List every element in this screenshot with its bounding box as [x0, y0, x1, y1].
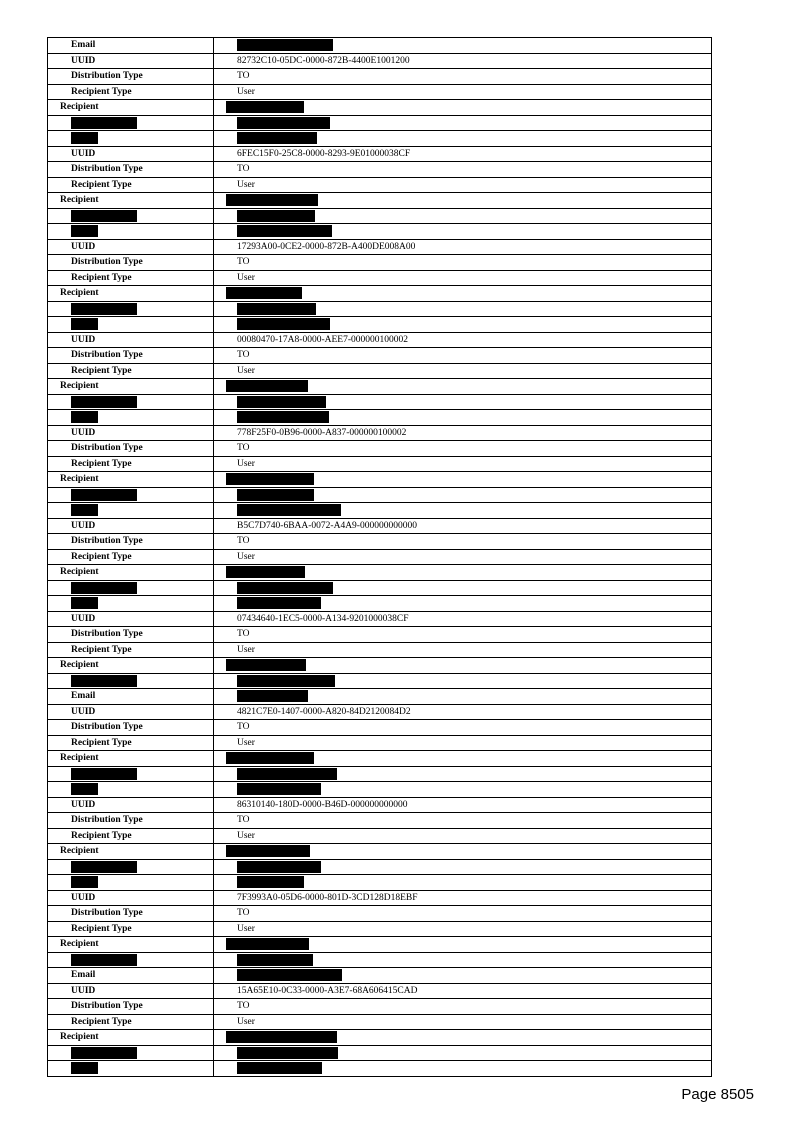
table-row [48, 115, 712, 131]
table-row [48, 673, 712, 689]
table-row [48, 658, 712, 674]
table-row [48, 332, 712, 348]
redacted-value-cell [214, 379, 712, 395]
redacted-label-cell [48, 952, 214, 968]
field-label: Recipient Type [48, 270, 214, 286]
field-label: UUID [48, 332, 214, 348]
field-value: TO [214, 69, 712, 85]
redacted-value-cell [214, 131, 712, 147]
redaction-bar [71, 489, 137, 501]
table-row [48, 782, 712, 798]
redaction-bar [237, 675, 335, 687]
table-row [48, 627, 712, 643]
table-row [48, 286, 712, 302]
field-label: UUID [48, 890, 214, 906]
table-row [48, 549, 712, 565]
redaction-bar [237, 117, 330, 129]
redacted-value-cell [214, 596, 712, 612]
field-label: Recipient Type [48, 735, 214, 751]
field-value: TO [214, 720, 712, 736]
field-label: UUID [48, 704, 214, 720]
redaction-bar [237, 768, 337, 780]
field-label: Distribution Type [48, 441, 214, 457]
redacted-value-cell [214, 968, 712, 984]
table-row [48, 239, 712, 255]
table-row [48, 208, 712, 224]
redacted-value-cell [214, 1030, 712, 1046]
document-table [47, 37, 712, 1077]
field-label: Recipient Type [48, 177, 214, 193]
redacted-label-cell [48, 1045, 214, 1061]
field-label: Distribution Type [48, 813, 214, 829]
redaction-bar [237, 132, 317, 144]
redaction-bar [71, 783, 98, 795]
redaction-bar [226, 1031, 337, 1043]
table-row [48, 689, 712, 705]
redaction-bar [237, 597, 321, 609]
recipient-header-label: Recipient [48, 286, 214, 302]
redaction-bar [237, 954, 313, 966]
redaction-bar [71, 318, 98, 330]
table-row [48, 766, 712, 782]
redacted-value-cell [214, 782, 712, 798]
recipient-header-label: Recipient [48, 193, 214, 209]
field-label: Distribution Type [48, 348, 214, 364]
table-row [48, 565, 712, 581]
document-table-body [48, 38, 712, 1077]
redaction-bar [226, 194, 318, 206]
field-label: Distribution Type [48, 999, 214, 1015]
recipient-header-label: Recipient [48, 658, 214, 674]
redacted-value-cell [214, 689, 712, 705]
redacted-value-cell [214, 487, 712, 503]
redaction-bar [237, 1047, 338, 1059]
table-row [48, 735, 712, 751]
redaction-bar [237, 489, 314, 501]
recipient-header-label: Recipient [48, 937, 214, 953]
redacted-label-cell [48, 317, 214, 333]
field-label: UUID [48, 797, 214, 813]
redacted-label-cell [48, 580, 214, 596]
table-row [48, 983, 712, 999]
field-label: Email [48, 38, 214, 54]
field-label: Distribution Type [48, 162, 214, 178]
redacted-label-cell [48, 782, 214, 798]
redaction-bar [71, 876, 98, 888]
table-row [48, 69, 712, 85]
table-row [48, 797, 712, 813]
table-row [48, 84, 712, 100]
recipient-header-label: Recipient [48, 1030, 214, 1046]
table-row [48, 131, 712, 147]
redaction-bar [71, 1047, 137, 1059]
field-value: 15A65E10-0C33-0000-A3E7-68A606415CAD [214, 983, 712, 999]
redaction-bar [237, 582, 333, 594]
redaction-bar [237, 504, 341, 516]
redacted-value-cell [214, 844, 712, 860]
table-row [48, 1014, 712, 1030]
redaction-bar [71, 132, 98, 144]
field-label: UUID [48, 518, 214, 534]
redaction-bar [237, 876, 304, 888]
field-value: TO [214, 255, 712, 271]
field-value: TO [214, 348, 712, 364]
redacted-value-cell [214, 751, 712, 767]
field-label: Recipient Type [48, 363, 214, 379]
redaction-bar [237, 690, 308, 702]
redaction-bar [226, 473, 314, 485]
table-row [48, 503, 712, 519]
table-row [48, 425, 712, 441]
redacted-value-cell [214, 100, 712, 116]
field-label: UUID [48, 983, 214, 999]
table-row [48, 937, 712, 953]
table-row [48, 611, 712, 627]
field-label: Distribution Type [48, 534, 214, 550]
table-row [48, 890, 712, 906]
table-row [48, 704, 712, 720]
redaction-bar [237, 861, 321, 873]
redacted-value-cell [214, 193, 712, 209]
table-row [48, 394, 712, 410]
recipient-header-label: Recipient [48, 844, 214, 860]
redacted-label-cell [48, 394, 214, 410]
field-label: Recipient Type [48, 549, 214, 565]
redaction-bar [226, 380, 308, 392]
table-row [48, 224, 712, 240]
field-value: TO [214, 534, 712, 550]
field-value: 778F25F0-0B96-0000-A837-000000100002 [214, 425, 712, 441]
table-row [48, 146, 712, 162]
redacted-label-cell [48, 224, 214, 240]
redacted-label-cell [48, 208, 214, 224]
table-row [48, 518, 712, 534]
table-row [48, 410, 712, 426]
recipient-header-label: Recipient [48, 751, 214, 767]
field-value: 00080470-17A8-0000-AEE7-000000100002 [214, 332, 712, 348]
redacted-value-cell [214, 38, 712, 54]
field-value: TO [214, 162, 712, 178]
redacted-value-cell [214, 115, 712, 131]
field-value: User [214, 177, 712, 193]
redaction-bar [237, 396, 326, 408]
field-label: Distribution Type [48, 627, 214, 643]
table-row [48, 813, 712, 829]
field-label: Recipient Type [48, 828, 214, 844]
recipient-header-label: Recipient [48, 100, 214, 116]
redaction-bar [237, 783, 321, 795]
redacted-value-cell [214, 859, 712, 875]
field-value: User [214, 549, 712, 565]
table-row [48, 317, 712, 333]
field-value: User [214, 921, 712, 937]
redacted-value-cell [214, 1045, 712, 1061]
table-row [48, 472, 712, 488]
field-label: Email [48, 968, 214, 984]
redacted-label-cell [48, 410, 214, 426]
field-label: Distribution Type [48, 255, 214, 271]
redacted-value-cell [214, 937, 712, 953]
table-row [48, 348, 712, 364]
field-value: 4821C7E0-1407-0000-A820-84D2120084D2 [214, 704, 712, 720]
redacted-value-cell [214, 472, 712, 488]
recipient-header-label: Recipient [48, 379, 214, 395]
table-row [48, 193, 712, 209]
field-value: 86310140-180D-0000-B46D-000000000000 [214, 797, 712, 813]
redaction-bar [237, 39, 333, 51]
recipient-header-label: Recipient [48, 472, 214, 488]
table-row [48, 162, 712, 178]
redacted-label-cell [48, 859, 214, 875]
redaction-bar [226, 287, 302, 299]
field-label: UUID [48, 53, 214, 69]
table-row [48, 363, 712, 379]
redacted-value-cell [214, 503, 712, 519]
redaction-bar [226, 938, 309, 950]
field-label: UUID [48, 425, 214, 441]
table-row [48, 968, 712, 984]
table-row [48, 1030, 712, 1046]
redaction-bar [71, 210, 137, 222]
redacted-label-cell [48, 596, 214, 612]
field-value: 6FEC15F0-25C8-0000-8293-9E01000038CF [214, 146, 712, 162]
redacted-label-cell [48, 766, 214, 782]
redaction-bar [71, 675, 137, 687]
redacted-value-cell [214, 952, 712, 968]
redacted-label-cell [48, 301, 214, 317]
field-value: 7F3993A0-05D6-0000-801D-3CD128D18EBF [214, 890, 712, 906]
recipient-header-label: Recipient [48, 565, 214, 581]
redaction-bar [71, 954, 137, 966]
field-label: Recipient Type [48, 84, 214, 100]
redacted-label-cell [48, 1061, 214, 1077]
table-row [48, 534, 712, 550]
redaction-bar [226, 752, 314, 764]
table-row [48, 487, 712, 503]
table-row [48, 255, 712, 271]
table-row [48, 844, 712, 860]
table-row [48, 1061, 712, 1077]
field-value: User [214, 456, 712, 472]
field-value: 17293A00-0CE2-0000-872B-A400DE008A00 [214, 239, 712, 255]
redaction-bar [71, 768, 137, 780]
field-value: User [214, 735, 712, 751]
redaction-bar [237, 411, 329, 423]
field-label: Recipient Type [48, 642, 214, 658]
field-value: User [214, 828, 712, 844]
redaction-bar [71, 117, 137, 129]
redacted-label-cell [48, 131, 214, 147]
field-value: TO [214, 999, 712, 1015]
redaction-bar [226, 659, 306, 671]
table-row [48, 751, 712, 767]
redacted-value-cell [214, 208, 712, 224]
table-row [48, 999, 712, 1015]
field-label: Email [48, 689, 214, 705]
redacted-value-cell [214, 1061, 712, 1077]
field-value: User [214, 270, 712, 286]
table-row [48, 642, 712, 658]
redacted-value-cell [214, 286, 712, 302]
field-value: User [214, 1014, 712, 1030]
redaction-bar [226, 845, 310, 857]
table-row [48, 53, 712, 69]
redacted-label-cell [48, 875, 214, 891]
redacted-label-cell [48, 487, 214, 503]
table-row [48, 720, 712, 736]
field-value: 07434640-1EC5-0000-A134-9201000038CF [214, 611, 712, 627]
field-label: Distribution Type [48, 69, 214, 85]
redaction-bar [71, 303, 137, 315]
redacted-value-cell [214, 394, 712, 410]
redaction-bar [237, 303, 316, 315]
field-value: TO [214, 906, 712, 922]
redaction-bar [71, 396, 137, 408]
redaction-bar [71, 861, 137, 873]
redacted-label-cell [48, 673, 214, 689]
redaction-bar [71, 1062, 98, 1074]
field-label: UUID [48, 239, 214, 255]
table-row [48, 301, 712, 317]
table-row [48, 456, 712, 472]
redaction-bar [237, 969, 342, 981]
table-row [48, 1045, 712, 1061]
redaction-bar [71, 597, 98, 609]
redacted-value-cell [214, 658, 712, 674]
redacted-label-cell [48, 503, 214, 519]
redaction-bar [71, 225, 98, 237]
table-row [48, 596, 712, 612]
redaction-bar [226, 566, 305, 578]
field-value: User [214, 642, 712, 658]
field-label: Recipient Type [48, 1014, 214, 1030]
table-row [48, 100, 712, 116]
field-label: Distribution Type [48, 906, 214, 922]
redacted-value-cell [214, 410, 712, 426]
redaction-bar [71, 411, 98, 423]
redaction-bar [237, 1062, 322, 1074]
field-value: 82732C10-05DC-0000-872B-4400E1001200 [214, 53, 712, 69]
field-label: Distribution Type [48, 720, 214, 736]
field-value: TO [214, 441, 712, 457]
redacted-value-cell [214, 301, 712, 317]
redaction-bar [237, 225, 332, 237]
table-row [48, 177, 712, 193]
redacted-value-cell [214, 224, 712, 240]
redaction-bar [237, 210, 315, 222]
table-row [48, 270, 712, 286]
redaction-bar [237, 318, 330, 330]
table-row [48, 580, 712, 596]
table-row [48, 379, 712, 395]
table-row [48, 859, 712, 875]
table-row [48, 38, 712, 54]
field-value: User [214, 84, 712, 100]
redacted-value-cell [214, 565, 712, 581]
redacted-value-cell [214, 875, 712, 891]
table-row [48, 952, 712, 968]
field-label: Recipient Type [48, 921, 214, 937]
redacted-value-cell [214, 580, 712, 596]
redaction-bar [71, 582, 137, 594]
table-row [48, 828, 712, 844]
redacted-value-cell [214, 766, 712, 782]
field-label: Recipient Type [48, 456, 214, 472]
field-value: B5C7D740-6BAA-0072-A4A9-000000000000 [214, 518, 712, 534]
field-label: UUID [48, 611, 214, 627]
redacted-value-cell [214, 317, 712, 333]
table-row [48, 921, 712, 937]
redaction-bar [71, 504, 98, 516]
redaction-bar [226, 101, 304, 113]
field-value: User [214, 363, 712, 379]
redacted-value-cell [214, 673, 712, 689]
table-row [48, 906, 712, 922]
field-value: TO [214, 627, 712, 643]
page-number: Page 8505 [681, 1086, 754, 1103]
table-row [48, 875, 712, 891]
field-label: UUID [48, 146, 214, 162]
table-row [48, 441, 712, 457]
field-value: TO [214, 813, 712, 829]
redacted-label-cell [48, 115, 214, 131]
